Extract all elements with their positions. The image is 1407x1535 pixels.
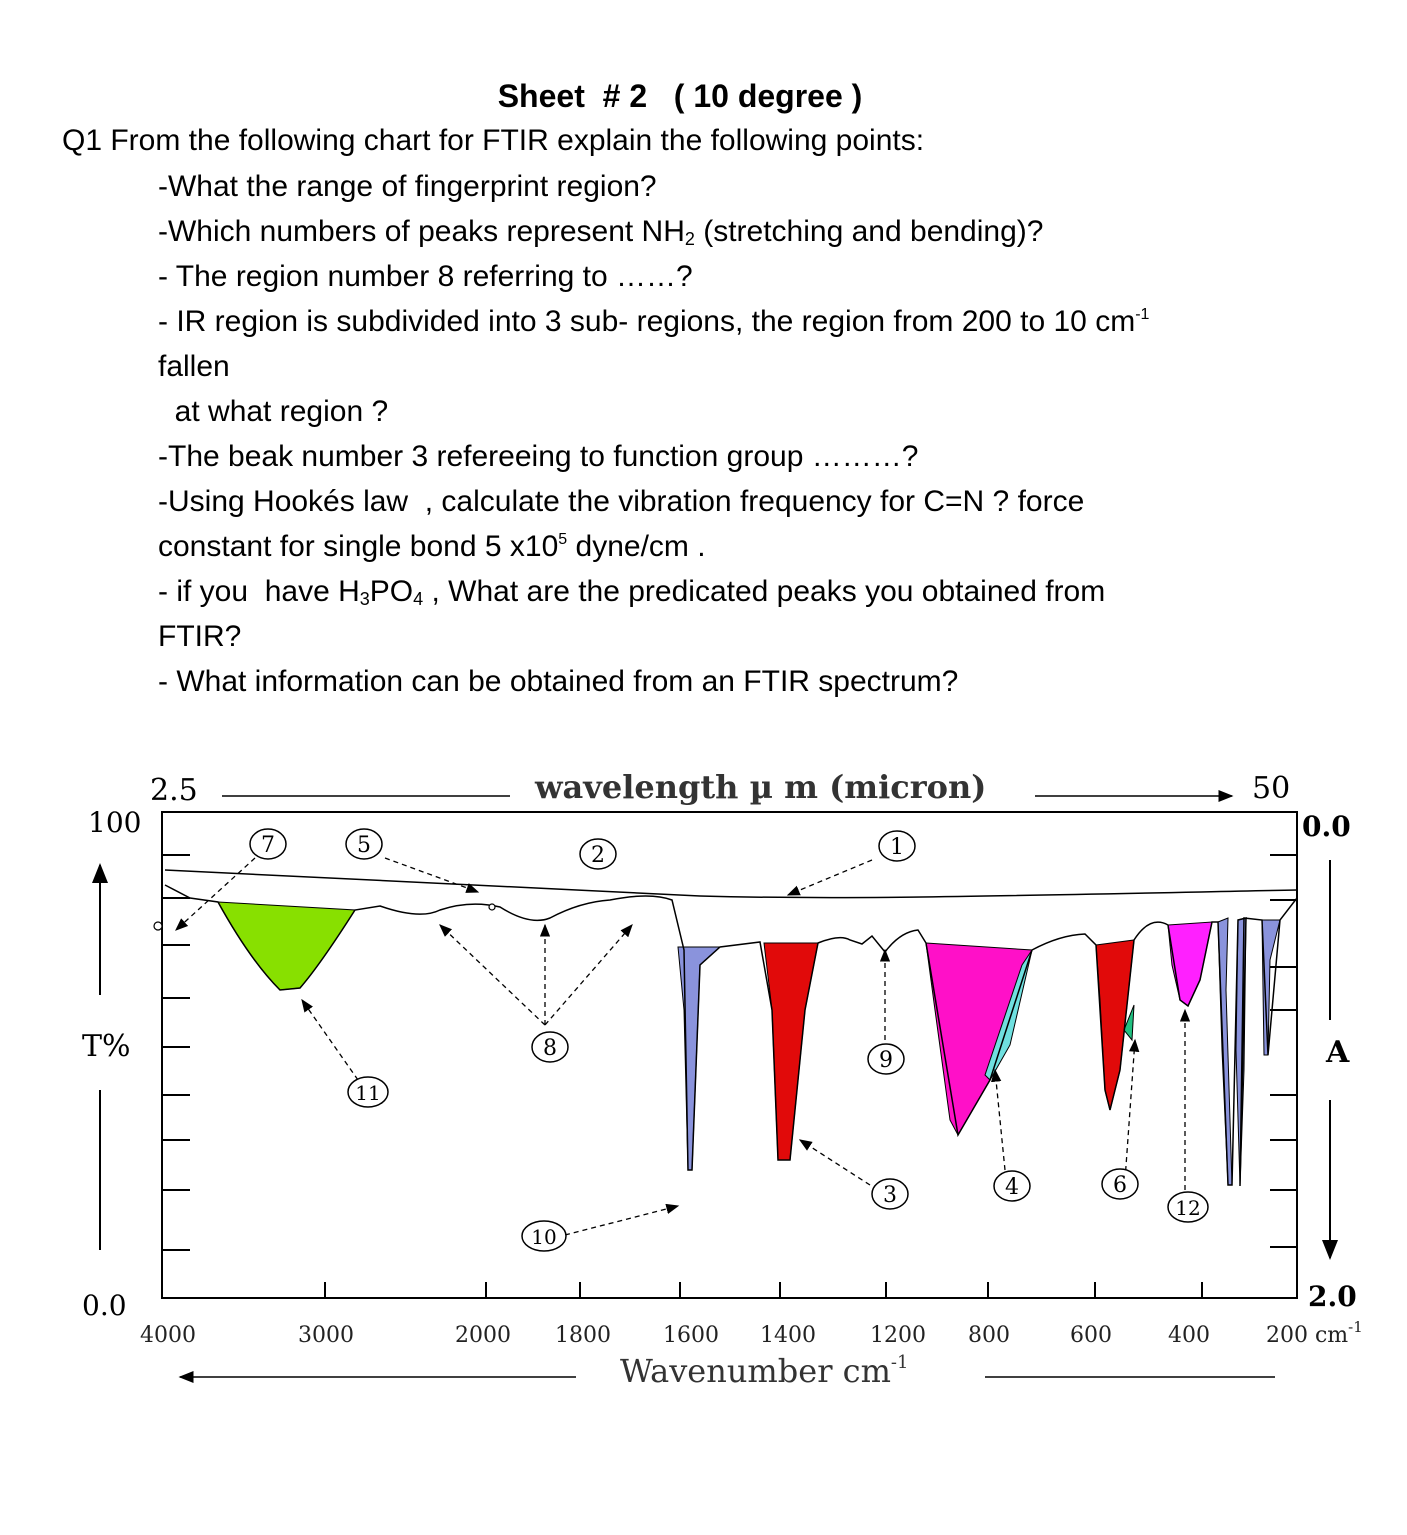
x-tick-label: 1800: [555, 1323, 611, 1348]
peak-label-7: 7: [261, 833, 275, 858]
right-axis-bottom-label: 2.0: [1308, 1280, 1357, 1313]
peak-label-4: 4: [1005, 1175, 1019, 1200]
peak-label-6: 6: [1113, 1173, 1127, 1198]
sheet-title: Sheet # 2 ( 10 degree ): [497, 78, 863, 114]
point-h3po4: - if you have $H_3PO_4$ , What are the predicated peaks you obtained from: [158, 575, 1106, 609]
x-tick-label: 2000: [455, 1323, 511, 1348]
x-tick-label: 1600: [663, 1323, 719, 1348]
baseline-line: [165, 870, 1297, 898]
ftir-chart: [0, 750, 1407, 1400]
top-axis-right-label: 50: [1252, 771, 1291, 806]
pointer-5: [385, 858, 478, 892]
pointer-1: [788, 860, 872, 895]
bottom-axis-label: Wavenumber $cm^{-1}$: [620, 1352, 909, 1390]
x-tick-label: 1400: [760, 1323, 816, 1348]
pointer-11: [302, 1000, 358, 1080]
left-axis-bottom-label: 0.0: [82, 1289, 127, 1322]
peak-label-2: 2: [591, 843, 605, 868]
point-nh2: -Which numbers of peaks represent $NH_2$ (stretching and bending)?: [158, 215, 1044, 249]
point-ir-subregions: - IR region is subdivided into 3 sub- regions, the region from 200 to 10 $cm^{-1}$: [158, 305, 1150, 338]
point-at-what-region: at what region ?: [158, 395, 389, 428]
band-3-red: [764, 943, 818, 1160]
x-tick-label: 400: [1168, 1323, 1210, 1348]
pointer-8c: [545, 925, 632, 1025]
peak-label-12: 12: [1175, 1196, 1201, 1220]
top-axis-label: wavelength µ m (micron): [535, 768, 987, 806]
peak-label-5: 5: [357, 833, 371, 858]
peak-label-8: 8: [543, 1036, 557, 1061]
peak-label-3: 3: [883, 1183, 897, 1208]
marker-dot: [154, 922, 162, 930]
left-axis-label: T%: [82, 1029, 131, 1064]
question-label: Q1 From the following chart for FTIR explain the following points:: [62, 124, 925, 157]
x-tick-label: 600: [1070, 1323, 1112, 1348]
right-axis-top-label: 0.0: [1302, 810, 1351, 843]
point-fallen: fallen: [158, 350, 230, 383]
x-tick-label: 1200: [870, 1323, 926, 1348]
peak-label-11: 11: [355, 1081, 381, 1105]
peak-label-9: 9: [879, 1048, 893, 1073]
point-region-8: - The region number 8 referring to ……?: [158, 260, 693, 293]
peak-label-1: 1: [890, 835, 904, 860]
right-axis-label: A: [1326, 1035, 1350, 1070]
point-force-constant: constant for single bond 5 $x10^5$ dyne/cm .: [158, 530, 706, 563]
peak-label-10: 10: [531, 1225, 557, 1249]
point-peak-3: -The beak number 3 refereeing to function group ………?: [158, 440, 919, 473]
point-ftir: FTIR?: [158, 620, 242, 653]
x-tick-label-unit: 200 $cm^{-1}$: [1266, 1318, 1363, 1348]
pointer-3: [800, 1140, 870, 1185]
pointer-10: [565, 1206, 678, 1235]
x-tick-label: 800: [968, 1323, 1010, 1348]
x-tick-label: 3000: [298, 1323, 354, 1348]
plot-frame: [162, 812, 1297, 1298]
marker-dot: [489, 904, 495, 910]
point-hookes-law: -Using Hookés law , calculate the vibration frequency for C=N ? force: [158, 485, 1085, 518]
left-axis-top-label: 100: [88, 806, 142, 839]
x-tick-label: 4000: [140, 1323, 196, 1348]
point-information: - What information can be obtained from an FTIR spectrum?: [158, 665, 959, 698]
pointer-8a: [440, 925, 545, 1025]
pointer-6: [1125, 1040, 1135, 1180]
band-11-green: [218, 902, 355, 990]
point-fingerprint: -What the range of fingerprint region?: [158, 170, 657, 203]
top-axis-left-label: 2.5: [150, 773, 198, 808]
pointer-4: [995, 1070, 1005, 1170]
